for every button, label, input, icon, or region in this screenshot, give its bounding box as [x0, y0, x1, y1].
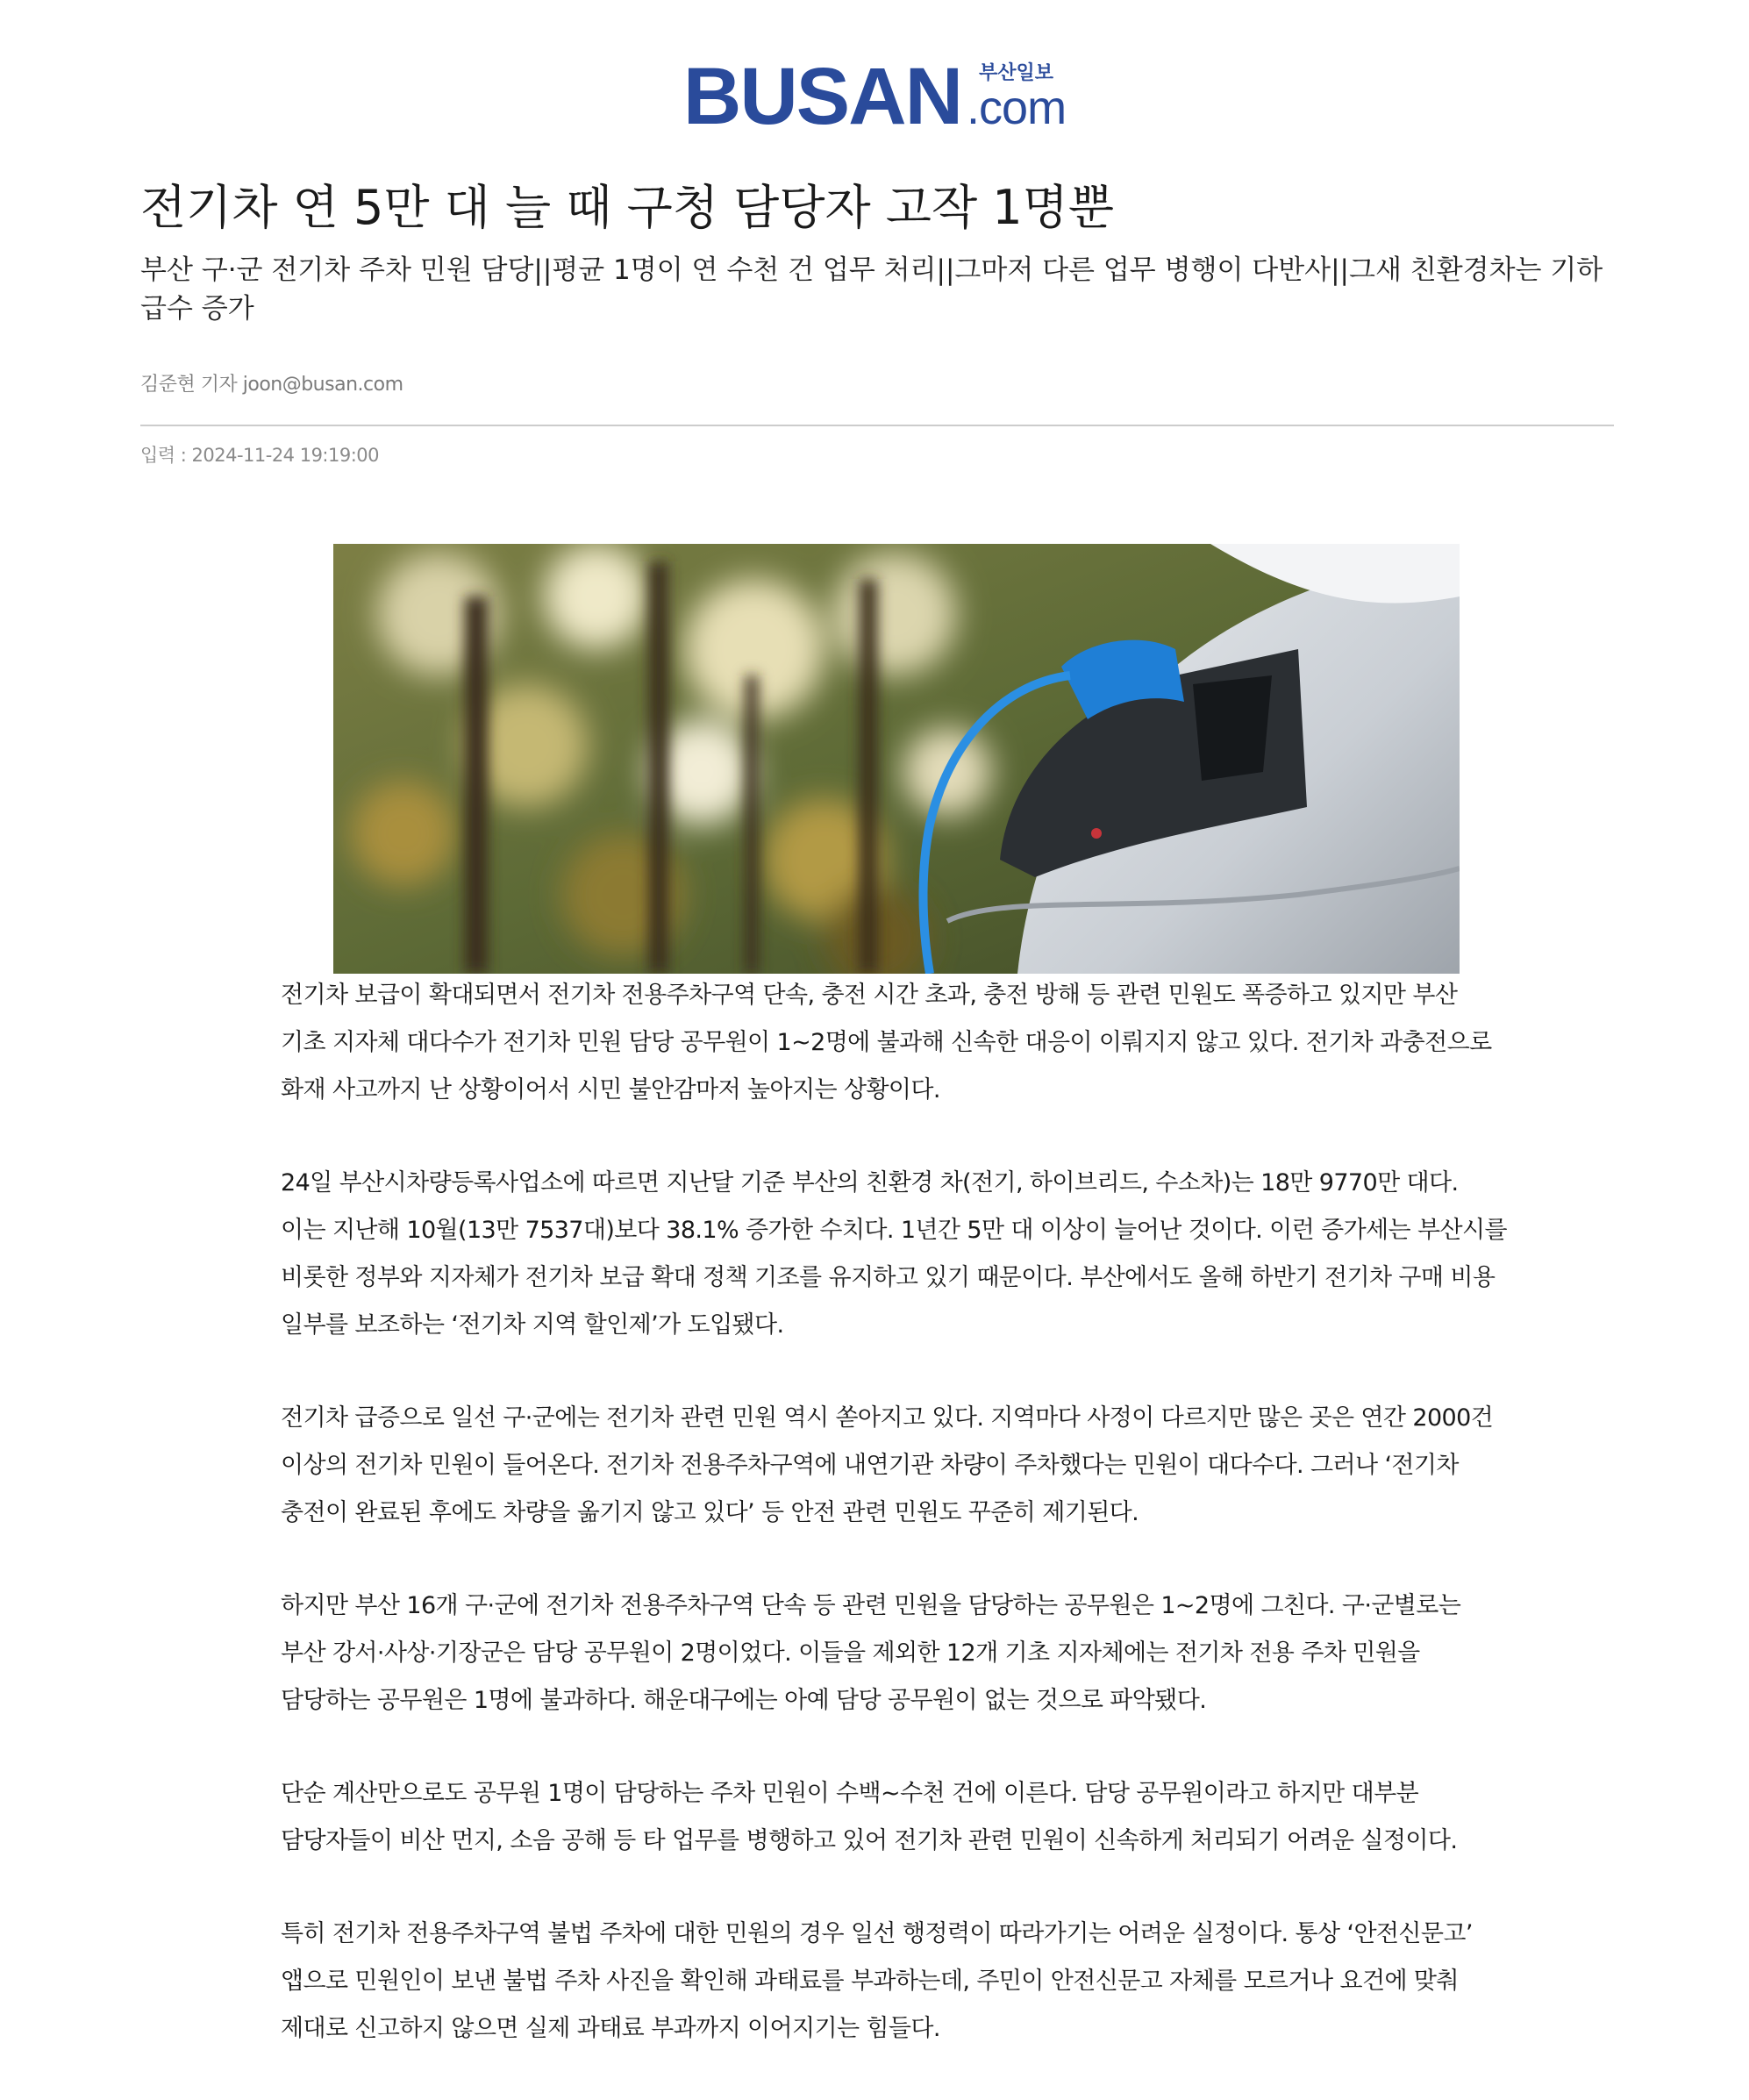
article-paragraph: 특히 전기차 전용주차구역 불법 주차에 대한 민원의 경우 일선 행정력이 따라가기는 어려운 실정이다. 통상 ‘안전신문고’ 앱으로 민원인이 보낸 불법 주차 사진을 확인해 과태료를 부과하는데, 주민이 안전신문고 자체를 모르거나 요건에 맞춰 제대로 신고하지 않으면 실제 과태료 부과까지 이어지기는 힘들다.: [281, 1920, 1473, 2042]
published-date: 입력 : 2024-11-24 19:19:00: [140, 445, 380, 466]
article-title: 전기차 연 5만 대 늘 때 구청 담당자 고작 1명뿐: [140, 180, 1114, 235]
logo-right-group: [967, 63, 1066, 132]
article-paragraph: 전기차 급증으로 일선 구·군에는 전기차 관련 민원 역시 쏟아지고 있다. 지역마다 사정이 다르지만 많은 곳은 연간 2000건 이상의 전기차 민원이 들어온다. 전기차 전용주차구역에 내연기관 차량이 주차했다는 민원이 대다수다. 그러나 ‘전기차 충전이 완료된 후에도 차량을 옮기지 않고 있다’ 등 안전 관련 민원도 꾸준히 제기된다.: [281, 1404, 1494, 1526]
article-subtitle: 부산 구·군 전기차 주차 민원 담당||평균 1명이 연 수천 건 업무 처리||그마저 다른 업무 병행이 다반사||그새 친환경차는 기하급수 증가: [140, 254, 1603, 325]
article-body: [281, 972, 1509, 2098]
logo-korean-text: 부산일보: [979, 62, 1054, 84]
header-divider: [140, 425, 1614, 426]
ev-charging-photo: [333, 544, 1460, 974]
article-byline[interactable]: 김준현 기자 joon@busan.com: [140, 374, 403, 396]
site-logo[interactable]: [0, 52, 1749, 141]
logo-wordmark: [682, 52, 1067, 141]
article-paragraph: 하지만 부산 16개 구·군에 전기차 전용주차구역 단속 등 관련 민원을 담당하는 공무원은 1~2명에 그친다. 구·군별로는 부산 강서·사상·기장군은 담당 공무원이 2명이었다. 이들을 제외한 12개 기초 지자체에는 전기차 전용 주차 민원을 담당하는 공무원은 1명에 불과하다. 해운대구에는 아예 담당 공무원이 없는 것으로 파악됐다.: [281, 1592, 1461, 1714]
article-paragraph: 단순 계산만으로도 공무원 1명이 담당하는 주차 민원이 수백~수천 건에 이른다. 담당 공무원이라고 하지만 대부분 담당자들이 비산 먼지, 소음 공해 등 타 업무를 병행하고 있어 전기차 관련 민원이 신속하게 처리되기 어려운 실정이다.: [281, 1780, 1458, 1854]
article-photo: [333, 544, 1460, 974]
logo-busan-text: BUSAN: [682, 52, 962, 141]
logo-com-text: .com: [967, 82, 1067, 134]
article-paragraph: 전기차 보급이 확대되면서 전기차 전용주차구역 단속, 충전 시간 초과, 충전 방해 등 관련 민원도 폭증하고 있지만 부산 기초 지자체 대다수가 전기차 민원 담당 공무원이 1~2명에 불과해 신속한 대응이 이뤄지지 않고 있다. 전기차 과충전으로 화재 사고까지 난 상황이어서 시민 불안감마저 높아지는 상황이다.: [281, 982, 1492, 1104]
article-paragraph: 24일 부산시차량등록사업소에 따르면 지난달 기준 부산의 친환경 차(전기, 하이브리드, 수소차)는 18만 9770만 대다. 이는 지난해 10월(13만 7537대)보다 38.1% 증가한 수치다. 1년간 5만 대 이상이 늘어난 것이다. 이런 증가세는 부산시를 비롯한 정부와 지자체가 전기차 보급 확대 정책 기조를 유지하고 있기 때문이다. 부산에서도 올해 하반기 전기차 구매 비용 일부를 보조하는 ‘전기차 지역 할인제’가 도입됐다.: [281, 1169, 1507, 1339]
